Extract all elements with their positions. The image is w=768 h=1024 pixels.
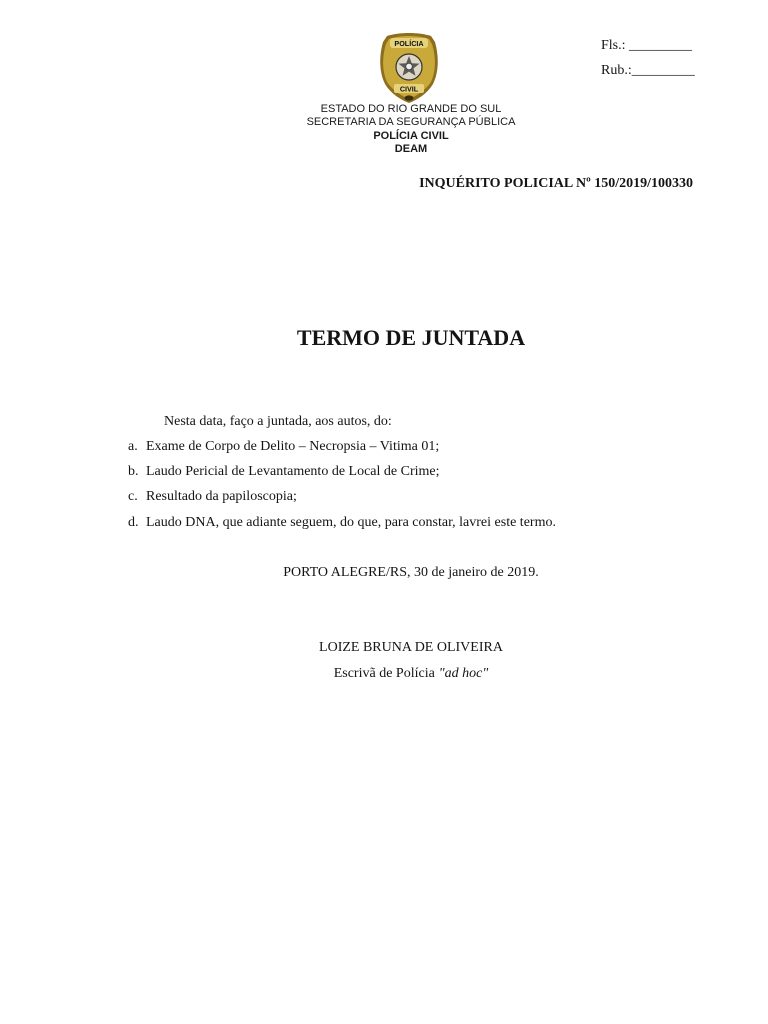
inquiry-number: INQUÉRITO POLICIAL Nº 150/2019/100330 [419,176,693,191]
place-date: PORTO ALEGRE/RS, 30 de janeiro de 2019. [283,565,539,580]
list-item-marker: d. [128,515,139,530]
signatory-role-line [211,666,611,682]
list-item-text: Exame de Corpo de Delito – Necropsia – Vitima 01; [146,439,440,454]
document-title: TERMO DE JUNTADA [296,325,526,350]
list-item-text: Laudo DNA, que adiante seguem, do que, para constar, lavrei este termo. [146,515,556,530]
policia-civil-badge-logo [377,32,441,104]
signatory-role-note: "ad hoc" [438,666,489,681]
list-item-marker: c. [128,489,138,504]
badge-bottom-text: CIVIL [399,84,419,94]
signatory-role: Escrivã de Polícia [333,666,435,681]
list-item-marker: a. [128,439,138,454]
header-secretariat: SECRETARIA DA SEGURANÇA PÚBLICA [306,116,516,129]
list-item-marker: b. [128,464,139,479]
intro-text: Nesta data, faço a juntada, aos autos, do: [164,414,392,429]
header-org: POLÍCIA CIVIL [373,129,449,142]
folio-field: Fls.: _________ [601,38,693,53]
header-unit: DEAM [394,142,428,155]
institution-header [211,103,611,156]
list-item-text: Laudo Pericial de Levantamento de Local de Crime; [146,464,440,479]
badge-emblem-center [406,63,412,69]
badge-base-tab [405,95,414,100]
rubric-field: Rub.:_________ [601,63,695,78]
header-state: ESTADO DO RIO GRANDE DO SUL [320,103,502,115]
list-item-text: Resultado da papiloscopia; [146,489,297,504]
badge-top-text: POLÍCIA [394,39,424,48]
signatory-name: LOIZE BRUNA DE OLIVEIRA [319,640,503,655]
